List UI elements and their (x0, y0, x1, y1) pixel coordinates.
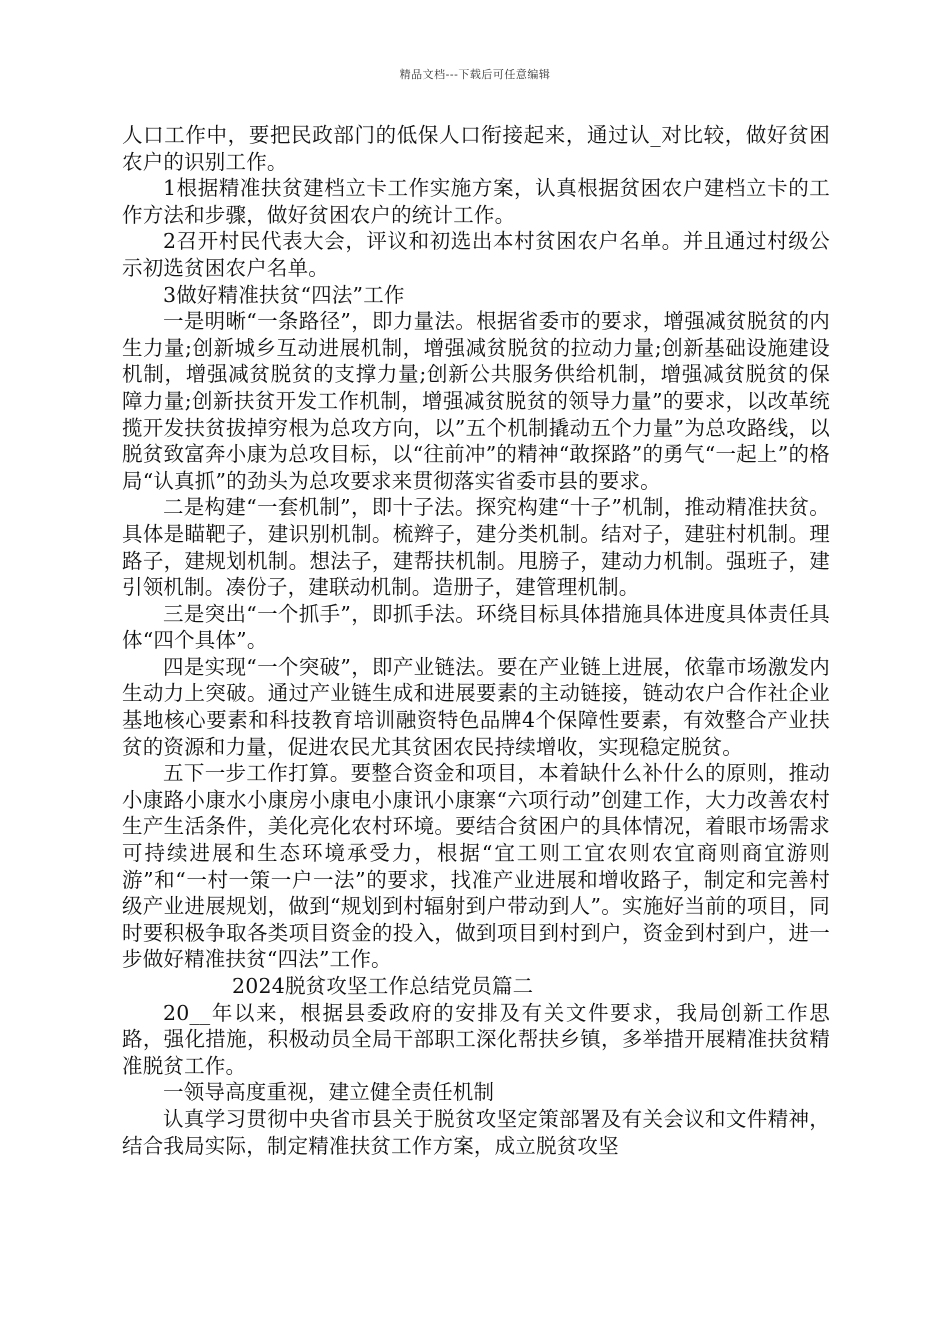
paragraph: 2召开村民代表大会，评议和初选出本村贫困农户名单。并且通过村级公示初选贫困农户名单。 (122, 229, 830, 280)
paragraph: 1根据精准扶贫建档立卡工作实施方案，认真根据贫困农户建档立卡的工作方法和步骤，做好贫困农户的统计工作。 (122, 176, 830, 227)
paragraph: 二是构建“一套机制”，即十子法。探究构建“十子”机制，推动精准扶贫。具体是瞄靶子，建识别机制。梳辫子，建分类机制。结对子，建驻村机制。理路子，建规划机制。想法子，建帮扶机制。甩膀子，建动力机制。强班子，建引领机制。凑份子，建联动机制。造册子，建管理机制。 (122, 495, 830, 600)
paragraph: 五下一步工作打算。要整合资金和项目，本着缺什么补什么的原则，推动小康路小康水小康房小康电小康讯小康寨“六项行动”创建工作，大力改善农村生产生活条件，美化亮化农村环境。要结合贫困户的具体情况，着眼市场需求可持续进展和生态环境承受力，根据“宜工则工宜农则农宜商则商宜游则游”和“一村一策一户一法”的要求，找准产业进展和增收路子，制定和完善村级产业进展规划，做到“规划到村辐射到户带动到人”。实施好当前的项目，同时要积极争取各类项目资金的投入，做到项目到村到户，资金到村到户，进一步做好精准扶贫“四法”工作。 (122, 761, 830, 972)
paragraph: 三是突出“一个抓手”，即抓手法。环绕目标具体措施具体进度具体责任具体“四个具体”。 (122, 601, 830, 653)
section-subheading: 3做好精准扶贫“四法”工作 (163, 282, 405, 307)
section-heading: 2024脱贫攻坚工作总结党员篇二 (232, 974, 534, 998)
paragraph: 20__年以来，根据县委政府的安排及有关文件要求，我局创新工作思路，强化措施，积极动员全局干部职工深化帮扶乡镇，多举措开展精准扶贫精准脱贫工作。 (122, 1000, 830, 1078)
page-header: 精品文档---下载后可任意编辑 (399, 68, 551, 81)
paragraph: 人口工作中，要把民政部门的低保人口衔接起来，通过认_对比较，做好贫困农户的识别工作。 (122, 123, 830, 174)
paragraph: 一是明晰“一条路径”，即力量法。根据省委市的要求，增强减贫脱贫的内生力量;创新城乡互动进展机制，增强减贫脱贫的拉动力量;创新基础设施建设机制，增强减贫脱贫的支撑力量;创新公共服务供给机制，增强减贫脱贫的保障力量;创新扶贫开发工作机制，增强减贫脱贫的领导力量”的要求，以改革统揽开发扶贫拔掉穷根为总攻方向，以”五个机制撬动五个力量”为总攻路线，以脱贫致富奔小康为总攻目标，以“往前冲”的精神“敢探路”的勇气“一起上”的格局“认真抓”的劲头为总攻要求来贯彻落实省委市县的要求。 (122, 309, 830, 493)
section-subheading: 一领导高度重视，建立健全责任机制 (163, 1080, 495, 1105)
paragraph: 认真学习贯彻中央省市县关于脱贫攻坚定策部署及有关会议和文件精神，结合我局实际，制定精准扶贫工作方案，成立脱贫攻坚 (122, 1106, 830, 1158)
paragraph: 四是实现“一个突破”，即产业链法。要在产业链上进展，依靠市场激发内生动力上突破。通过产业链生成和进展要素的主动链接，链动农户合作社企业基地核心要素和科技教育培训融资特色品牌4个保障性要素，有效整合产业扶贫的资源和力量，促进农民尤其贫困农民持续增收，实现稳定脱贫。 (122, 654, 830, 759)
document-body (122, 122, 830, 1159)
